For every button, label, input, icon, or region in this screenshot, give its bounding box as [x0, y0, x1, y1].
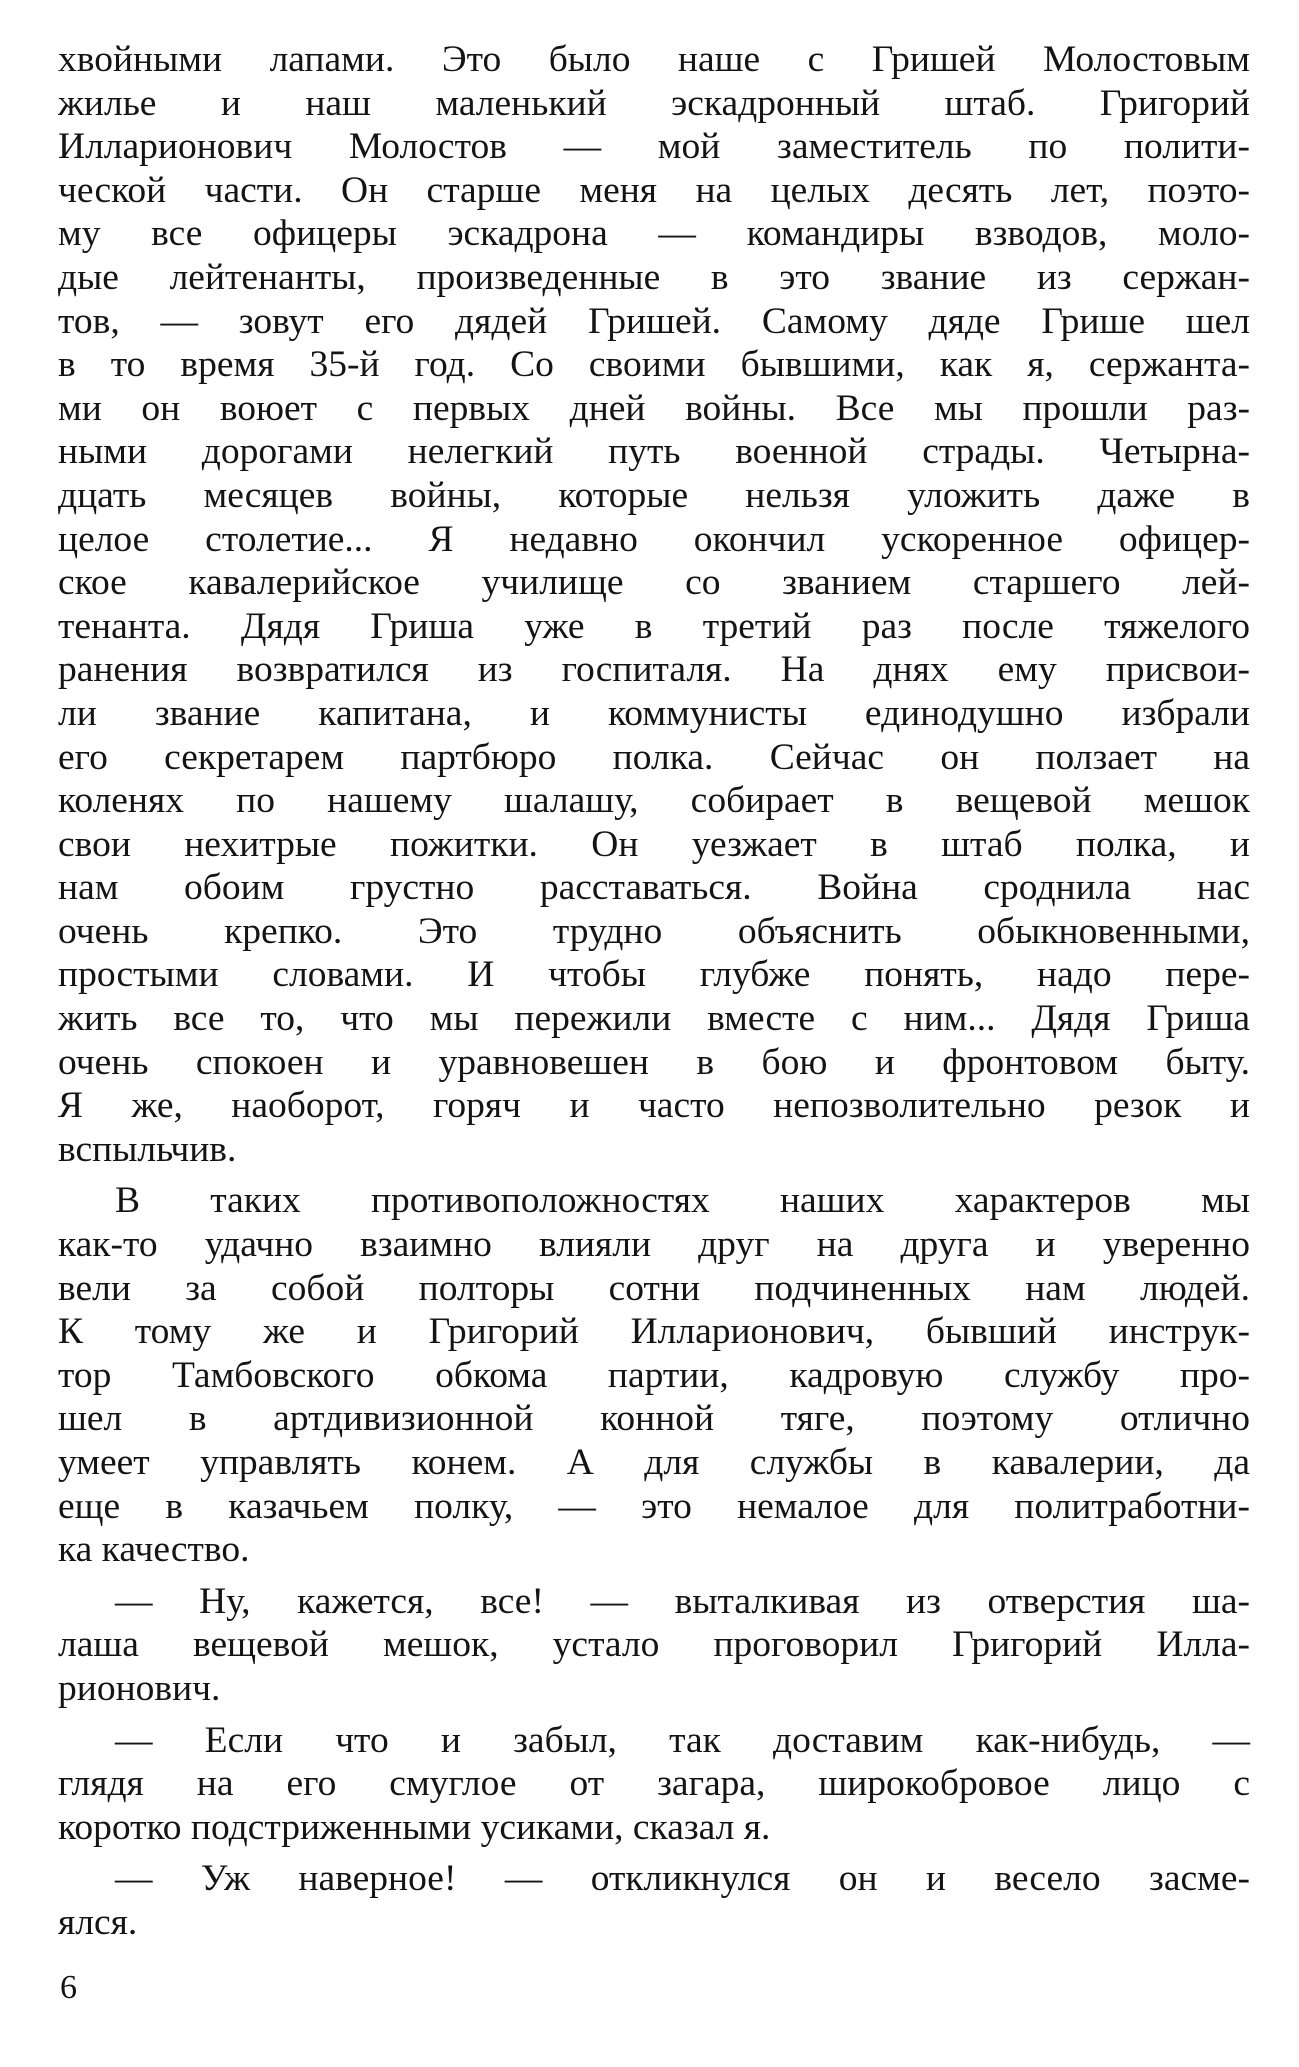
text-line: ческой части. Он старше меня на целых десять лет, поэто-	[58, 169, 1250, 211]
text-line: ными дорогами нелегкий путь военной страды. Четырна-	[58, 431, 1250, 473]
text-line: К тому же и Григорий Илларионович, бывший инструк-	[58, 1311, 1250, 1353]
text-line: лаша вещевой мешок, устало проговорил Григорий Илла-	[58, 1624, 1250, 1666]
text-line: еще в казачьем полку, — это немалое для политработни-	[58, 1485, 1250, 1527]
text-line: ялся.	[58, 1901, 138, 1943]
paragraph	[58, 1857, 1250, 1944]
text-line: простыми словами. И чтобы глубже понять, надо пере-	[58, 954, 1250, 996]
text-line: в то время 35-й год. Со своими бывшими, как я, сержанта-	[58, 344, 1250, 386]
text-line: — Ну, кажется, все! — выталкивая из отверстия ша-	[115, 1580, 1250, 1622]
text-line: шел в артдивизионной конной тяге, поэтому отлично	[58, 1398, 1250, 1440]
paragraph-gap	[58, 1171, 1250, 1179]
text-line: вели за собой полторы сотни подчиненных нам людей.	[58, 1267, 1250, 1309]
text-line: тор Тамбовского обкома партии, кадровую службу про-	[58, 1354, 1250, 1396]
text-line: жить все то, что мы пережили вместе с ним... Дядя Гриша	[58, 998, 1250, 1040]
text-line: рионович.	[58, 1667, 221, 1709]
body-text	[58, 38, 1250, 1945]
paragraph-gap	[58, 1711, 1250, 1719]
text-line: Илларионович Молостов — мой заместитель по полити-	[58, 126, 1250, 168]
text-line: вспыльчив.	[58, 1128, 237, 1170]
paragraph	[58, 1179, 1250, 1571]
text-line: ми он воюет с первых дней войны. Все мы прошли раз-	[58, 387, 1250, 429]
text-line: глядя на его смуглое от загара, широкобровое лицо с	[58, 1763, 1250, 1805]
text-line: В таких противоположностях наших характеров мы	[115, 1180, 1250, 1222]
text-line: жилье и наш маленький эскадронный штаб. Григорий	[58, 82, 1250, 124]
text-line: целое столетие... Я недавно окончил ускоренное офицер-	[58, 518, 1250, 560]
text-line: ранения возвратился из госпиталя. На днях ему присвои-	[58, 649, 1250, 691]
text-line: как-то удачно взаимно влияли друг на друга и уверенно	[58, 1224, 1250, 1266]
text-line: его секретарем партбюро полка. Сейчас он ползает на	[58, 736, 1250, 778]
text-line: хвойными лапами. Это было наше с Гришей Молостовым	[58, 39, 1250, 80]
text-line: ское кавалерийское училище со званием старшего лей-	[58, 562, 1250, 604]
text-line: му все офицеры эскадрона — командиры взводов, моло-	[58, 213, 1250, 255]
text-line: коленях по нашему шалашу, собирает в вещевой мешок	[58, 780, 1250, 822]
text-line: умеет управлять конем. А для службы в кавалерии, да	[58, 1442, 1250, 1483]
text-line: свои нехитрые пожитки. Он уезжает в штаб полка, и	[58, 823, 1250, 865]
text-line: ли звание капитана, и коммунисты единодушно избрали	[58, 692, 1250, 734]
paragraph-gap	[58, 1849, 1250, 1857]
text-line: очень крепко. Это трудно объяснить обыкновенными,	[58, 910, 1250, 952]
text-line: нам обоим грустно расставаться. Война сроднила нас	[58, 867, 1250, 909]
paragraph-gap	[58, 1572, 1250, 1580]
text-line: — Если что и забыл, так доставим как-нибудь, —	[115, 1719, 1250, 1761]
text-line: Я же, наоборот, горяч и часто непозволительно резок и	[58, 1085, 1250, 1127]
page-number: 6	[60, 1969, 77, 2006]
text-line: — Уж наверное! — откликнулся он и весело засме-	[115, 1858, 1250, 1900]
paragraph	[58, 1719, 1250, 1850]
text-line: тенанта. Дядя Гриша уже в третий раз после тяжелого	[58, 605, 1250, 647]
text-line: коротко подстриженными усиками, сказал я.	[58, 1806, 771, 1848]
text-line: дые лейтенанты, произведенные в это звание из сержан-	[58, 256, 1250, 298]
text-line: ка качество.	[58, 1529, 250, 1571]
paragraph	[58, 1580, 1250, 1711]
text-line: тов, — зовут его дядей Гришей. Самому дяде Грише шел	[58, 300, 1250, 342]
text-line: очень спокоен и уравновешен в бою и фронтовом быту.	[58, 1041, 1250, 1083]
text-line: дцать месяцев войны, которые нельзя уложить даже в	[58, 474, 1250, 516]
paragraph	[58, 38, 1250, 1171]
